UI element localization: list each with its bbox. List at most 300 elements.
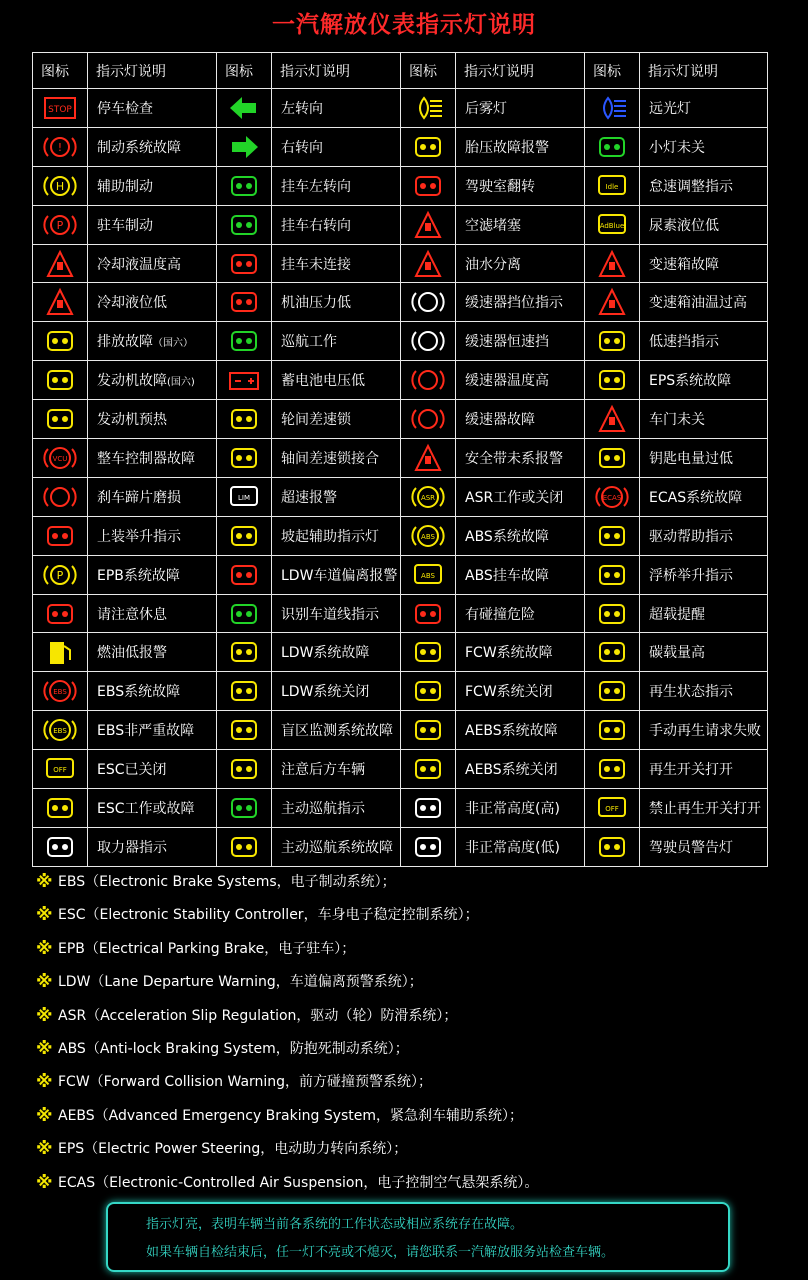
description-text: 驻车制动	[97, 217, 153, 234]
description-text: 驾驶员警告灯	[649, 839, 733, 856]
svg-text:OFF: OFF	[605, 804, 619, 813]
indicator-description	[456, 322, 585, 361]
indicator-description	[88, 827, 217, 866]
description-text: FCW系统关闭	[465, 684, 553, 701]
brake-warning-icon	[33, 127, 88, 166]
svg-text:P: P	[56, 218, 64, 232]
indicator-description	[640, 555, 768, 594]
description-text: EPS系统故障	[649, 373, 732, 390]
indicator-description	[640, 322, 768, 361]
cab-tilt-icon	[401, 166, 456, 205]
description-text: 低速挡指示	[649, 334, 719, 351]
header-description-column: 指示灯说明	[88, 53, 217, 89]
abbreviation-note	[36, 1104, 523, 1128]
regeneration-icon	[585, 672, 640, 711]
description-text: 驾驶室翻转	[465, 178, 535, 195]
note-marker-icon: ※	[36, 872, 53, 892]
description-text: 怠速调整指示	[649, 178, 733, 195]
description-text: 燃油低报警	[97, 645, 167, 662]
indicator-description	[272, 750, 401, 789]
pto-icon	[33, 827, 88, 866]
esc-active-icon	[33, 789, 88, 828]
table-row	[33, 711, 768, 750]
indicator-description	[456, 711, 585, 750]
description-text: 非正常高度(高)	[465, 800, 560, 817]
coolant-temp-icon	[33, 244, 88, 283]
indicator-description	[640, 516, 768, 555]
note-text: EPB（Electrical Parking Brake，电子驻车）；	[58, 940, 356, 957]
auxiliary-brake-icon	[33, 166, 88, 205]
indicator-description	[456, 516, 585, 555]
table-row	[33, 127, 768, 166]
indicator-description	[88, 789, 217, 828]
indicator-description	[88, 594, 217, 633]
note-text: ABS（Anti-lock Braking System，防抱死制动系统）；	[58, 1041, 409, 1057]
header-icon-column: 图标	[217, 53, 272, 89]
abbreviation-note	[36, 1070, 432, 1094]
table-row	[33, 633, 768, 672]
indicator-description	[640, 477, 768, 516]
high-beam-icon	[585, 89, 640, 128]
note-text: ASR（Acceleration Slip Regulation，驱动（轮）防滑系统）；	[58, 1007, 458, 1024]
collision-risk-icon	[401, 594, 456, 633]
header-icon-column: 图标	[33, 53, 88, 89]
wheel-diff-lock-icon	[217, 400, 272, 439]
indicator-description	[456, 789, 585, 828]
indicator-description	[88, 555, 217, 594]
svg-text:EBS: EBS	[53, 688, 67, 697]
description-text: 再生状态指示	[649, 684, 733, 701]
indicator-description	[640, 789, 768, 828]
indicator-description	[272, 633, 401, 672]
abnormal-height-low-icon	[401, 827, 456, 866]
indicator-description	[640, 711, 768, 750]
indicator-description	[456, 166, 585, 205]
air-filter-icon	[401, 205, 456, 244]
table-row	[33, 400, 768, 439]
retarder-constant-speed-icon	[401, 322, 456, 361]
indicator-description	[272, 516, 401, 555]
acc-active-icon	[217, 789, 272, 828]
note-marker-icon: ※	[36, 938, 53, 959]
regen-inhibit-icon	[585, 789, 640, 828]
svg-text:VCU: VCU	[52, 454, 68, 463]
indicator-description	[456, 672, 585, 711]
description-text: 变速箱故障	[649, 256, 719, 273]
indicator-description	[640, 439, 768, 478]
key-battery-icon	[585, 439, 640, 478]
description-text: 冷却液位低	[97, 295, 167, 312]
description-text: 上装举升指示	[97, 528, 181, 545]
indicator-description	[640, 166, 768, 205]
description-text: 冷却液温度高	[97, 256, 181, 273]
description-text: AEBS系统故障	[465, 723, 558, 740]
description-text: 请注意休息	[97, 606, 167, 623]
aebs-off-icon	[401, 750, 456, 789]
description-text: LDW车道偏离报警	[281, 567, 398, 584]
svg-text:STOP: STOP	[48, 104, 72, 115]
description-text: 轴间差速锁接合	[281, 450, 379, 467]
coolant-level-icon	[33, 283, 88, 322]
trailer-disconnected-icon	[217, 244, 272, 283]
body-lift-icon	[33, 516, 88, 555]
description-text: ABS挂车故障	[465, 567, 549, 584]
right-arrow-icon	[217, 127, 272, 166]
table-row	[33, 594, 768, 633]
header-icon-column: 图标	[401, 53, 456, 89]
indicator-description	[272, 244, 401, 283]
speed-limit-icon	[217, 477, 272, 516]
table-row	[33, 205, 768, 244]
table-row	[33, 789, 768, 828]
table-row	[33, 477, 768, 516]
note-text: AEBS（Advanced Emergency Braking System，紧急刹车辅助系统）；	[58, 1107, 524, 1124]
note-marker-icon: ※	[36, 972, 53, 993]
tire-pressure-icon	[401, 127, 456, 166]
retarder-fault-icon	[401, 400, 456, 439]
indicator-description	[272, 205, 401, 244]
indicator-description	[88, 711, 217, 750]
vcu-fault-icon	[33, 439, 88, 478]
description-text: 发动机预热	[97, 412, 167, 429]
description-text: 挂车左转向	[281, 178, 351, 195]
svg-text:P: P	[56, 568, 64, 582]
indicator-table	[32, 52, 768, 867]
ldw-off-icon	[217, 672, 272, 711]
asr-icon	[401, 477, 456, 516]
cruise-icon	[217, 322, 272, 361]
description-text: 非正常高度(低)	[465, 839, 560, 856]
description-text: 巡航工作	[281, 334, 337, 351]
description-text: 手动再生请求失败	[649, 723, 761, 740]
description-text: ECAS系统故障	[649, 489, 743, 506]
description-text: 后雾灯	[465, 100, 507, 117]
abnormal-height-high-icon	[401, 789, 456, 828]
eps-fault-icon	[585, 361, 640, 400]
indicator-description	[88, 400, 217, 439]
description-text: 小灯未关	[649, 139, 705, 156]
description-text: FCW系统故障	[465, 645, 553, 662]
note-marker-icon: ※	[36, 905, 53, 926]
blind-spot-fault-icon	[217, 711, 272, 750]
emission-fault-icon	[33, 322, 88, 361]
drive-assist-icon	[585, 516, 640, 555]
indicator-description	[272, 711, 401, 750]
abbreviation-note	[36, 1037, 409, 1061]
indicator-description	[640, 672, 768, 711]
ldw-fault-icon	[217, 633, 272, 672]
abbreviation-note	[36, 937, 355, 961]
indicator-description	[88, 166, 217, 205]
description-text: 安全带未系报警	[465, 450, 563, 467]
retarder-position-icon	[401, 283, 456, 322]
aebs-fault-icon	[401, 711, 456, 750]
indicator-description	[640, 400, 768, 439]
description-text: 驱动帮助指示	[649, 528, 733, 545]
description-text: 再生开关打开	[649, 762, 733, 779]
indicator-description	[88, 750, 217, 789]
abbreviation-note	[36, 1004, 457, 1028]
svg-text:OFF: OFF	[53, 766, 67, 775]
water-in-fuel-icon	[401, 244, 456, 283]
indicator-description	[88, 89, 217, 128]
description-text: 右转向	[281, 139, 323, 156]
note-text: EBS（Electronic Brake Systems，电子制动系统）；	[58, 874, 396, 890]
parking-brake-icon	[33, 205, 88, 244]
description-text: 车门未关	[649, 412, 705, 429]
description-text: 制动系统故障	[97, 139, 181, 156]
indicator-description	[640, 594, 768, 633]
description-text: ESC已关闭	[97, 762, 167, 779]
indicator-description	[88, 439, 217, 478]
description-text: 变速箱油温过高	[649, 295, 747, 312]
svg-text:Idle: Idle	[605, 182, 619, 191]
indicator-description	[640, 827, 768, 866]
oil-pressure-icon	[217, 283, 272, 322]
page-title: 一汽解放仪表指示灯说明	[272, 12, 536, 38]
indicator-description	[272, 400, 401, 439]
brake-pad-wear-icon	[33, 477, 88, 516]
svg-text:ASR: ASR	[420, 493, 436, 502]
note-text: EPS（Electric Power Steering，电动助力转向系统）；	[58, 1141, 408, 1158]
description-text: 发动机故障	[97, 373, 167, 390]
svg-text:EBS: EBS	[53, 727, 67, 736]
indicator-description	[456, 361, 585, 400]
table-row	[33, 555, 768, 594]
indicator-description	[640, 205, 768, 244]
indicator-description	[88, 477, 217, 516]
description-text: 蓄电池电压低	[281, 373, 365, 390]
table-header-row	[33, 53, 768, 89]
abs-fault-icon	[401, 516, 456, 555]
abbreviation-note	[36, 970, 423, 994]
hill-assist-icon	[217, 516, 272, 555]
manual-regen-fail-icon	[585, 711, 640, 750]
fcw-off-icon	[401, 672, 456, 711]
indicator-description	[88, 361, 217, 400]
description-text: 碳载量高	[649, 645, 705, 662]
footer-notice	[106, 1202, 730, 1272]
indicator-description	[456, 283, 585, 322]
description-text: EBS系统故障	[97, 684, 181, 701]
description-text: EPB系统故障	[97, 567, 180, 584]
description-note: (国六)	[167, 377, 195, 389]
axle-diff-lock-icon	[217, 439, 272, 478]
note-text: ESC（Electronic Stability Controller，车身电子稳定控制系统）；	[58, 907, 479, 924]
indicator-description	[456, 89, 585, 128]
svg-text:LIM: LIM	[237, 493, 251, 502]
indicator-description	[456, 633, 585, 672]
description-text: ESC工作或故障	[97, 800, 195, 817]
indicator-description	[456, 594, 585, 633]
seatbelt-icon	[401, 439, 456, 478]
indicator-description	[272, 283, 401, 322]
position-light-icon	[585, 127, 640, 166]
indicator-description	[272, 594, 401, 633]
description-text: 超载提醒	[649, 606, 705, 623]
description-text: AEBS系统关闭	[465, 762, 558, 779]
description-text: 钥匙电量过低	[649, 450, 733, 467]
description-text: 识别车道线指示	[281, 606, 379, 623]
description-text: LDW系统关闭	[281, 684, 370, 701]
indicator-description	[456, 244, 585, 283]
indicator-description	[640, 750, 768, 789]
indicator-description	[456, 750, 585, 789]
indicator-description	[272, 789, 401, 828]
table-row	[33, 361, 768, 400]
indicator-description	[456, 555, 585, 594]
description-text: 缓速器温度高	[465, 373, 549, 390]
adblue-icon	[585, 205, 640, 244]
description-text: 禁止再生开关打开	[649, 800, 761, 817]
description-text: 远光灯	[649, 100, 691, 117]
indicator-description	[456, 439, 585, 478]
svg-text:ECAS: ECAS	[602, 493, 622, 502]
regen-switch-on-icon	[585, 750, 640, 789]
low-gear-icon	[585, 322, 640, 361]
transmission-oil-temp-icon	[585, 283, 640, 322]
indicator-description	[640, 283, 768, 322]
ldw-alarm-icon	[217, 555, 272, 594]
fcw-fault-icon	[401, 633, 456, 672]
indicator-description	[640, 361, 768, 400]
description-text: ASR工作或关闭	[465, 489, 564, 506]
abbreviation-note	[36, 870, 396, 894]
rear-fog-icon	[401, 89, 456, 128]
abbreviation-note	[36, 1137, 407, 1161]
indicator-description	[88, 672, 217, 711]
note-marker-icon: ※	[36, 1005, 53, 1026]
indicator-description	[272, 127, 401, 166]
table-row	[33, 89, 768, 128]
description-text: 主动巡航系统故障	[281, 839, 393, 856]
footer-line-1: 指示灯亮，表明车辆当前各系统的工作状态或相应系统存在故障。	[146, 1217, 524, 1232]
description-text: 刹车蹄片磨损	[97, 489, 181, 506]
indicator-description	[272, 672, 401, 711]
svg-text:AdBlue: AdBlue	[599, 221, 625, 230]
indicator-description	[272, 827, 401, 866]
description-text: 浮桥举升指示	[649, 567, 733, 584]
svg-text:!: !	[57, 140, 63, 154]
indicator-description	[640, 633, 768, 672]
note-marker-icon: ※	[36, 1139, 53, 1160]
indicator-description	[272, 89, 401, 128]
note-text: ECAS（Electronic-Controlled Air Suspension，电子控制空气悬架系统）。	[58, 1174, 539, 1191]
indicator-description	[272, 361, 401, 400]
indicator-description	[88, 516, 217, 555]
description-text: 左转向	[281, 100, 323, 117]
indicator-description	[640, 89, 768, 128]
table-row	[33, 283, 768, 322]
indicator-description	[272, 477, 401, 516]
indicator-description	[88, 244, 217, 283]
rear-vehicle-icon	[217, 750, 272, 789]
soot-high-icon	[585, 633, 640, 672]
svg-text:ABS: ABS	[421, 532, 435, 541]
table-row	[33, 827, 768, 866]
transmission-fault-icon	[585, 244, 640, 283]
stop-icon	[33, 89, 88, 128]
description-text: 停车检查	[97, 100, 153, 117]
header-icon-column: 图标	[585, 53, 640, 89]
header-description-column: 指示灯说明	[272, 53, 401, 89]
table-row	[33, 244, 768, 283]
header-description-column: 指示灯说明	[456, 53, 585, 89]
epb-fault-icon	[33, 555, 88, 594]
indicator-description	[456, 127, 585, 166]
description-note: （国六）	[153, 338, 193, 350]
note-text: LDW（Lane Departure Warning，车道偏离预警系统）；	[58, 974, 423, 991]
abbreviation-note	[36, 1171, 538, 1195]
indicator-description	[272, 555, 401, 594]
description-text: 挂车右转向	[281, 217, 351, 234]
description-text: 坡起辅助指示灯	[281, 528, 379, 545]
trailer-left-icon	[217, 166, 272, 205]
description-text: 取力器指示	[97, 839, 167, 856]
description-text: 缓速器恒速挡	[465, 334, 549, 351]
footer-line-2: 如果车辆自检结束后，任一灯不亮或不熄灭，请您联系一汽解放服务站检查车辆。	[146, 1245, 615, 1260]
retarder-temp-icon	[401, 361, 456, 400]
svg-text:ABS: ABS	[421, 571, 435, 580]
description-text: LDW系统故障	[281, 645, 370, 662]
description-text: 辅助制动	[97, 178, 153, 195]
header-description-column: 指示灯说明	[640, 53, 768, 89]
note-marker-icon: ※	[36, 1072, 53, 1093]
table-row	[33, 166, 768, 205]
ebs-minor-fault-icon	[33, 711, 88, 750]
indicator-description	[272, 166, 401, 205]
ecas-icon	[585, 477, 640, 516]
description-text: 油水分离	[465, 256, 521, 273]
description-text: 主动巡航指示	[281, 800, 365, 817]
description-text: 胎压故障报警	[465, 139, 549, 156]
description-text: 缓速器故障	[465, 412, 535, 429]
description-text: 挂车未连接	[281, 256, 351, 273]
low-fuel-icon	[33, 633, 88, 672]
description-text: 超速报警	[281, 489, 337, 506]
note-marker-icon: ※	[36, 1105, 53, 1126]
indicator-description	[640, 244, 768, 283]
indicator-description	[456, 827, 585, 866]
table-row	[33, 322, 768, 361]
overload-icon	[585, 594, 640, 633]
left-arrow-icon	[217, 89, 272, 128]
ebs-fault-icon	[33, 672, 88, 711]
indicator-description	[88, 633, 217, 672]
indicator-description	[456, 477, 585, 516]
description-text: 尿素液位低	[649, 217, 719, 234]
description-text: 轮间差速锁	[281, 412, 351, 429]
description-text: EBS非严重故障	[97, 723, 195, 740]
esc-off-icon	[33, 750, 88, 789]
description-text: 注意后方车辆	[281, 762, 365, 779]
indicator-description	[456, 205, 585, 244]
indicator-description	[640, 127, 768, 166]
description-text: 盲区监测系统故障	[281, 723, 393, 740]
float-lift-icon	[585, 555, 640, 594]
description-text: 排放故障	[97, 334, 153, 351]
indicator-description	[88, 127, 217, 166]
battery-icon	[217, 361, 272, 400]
note-marker-icon: ※	[36, 1039, 53, 1059]
table-row	[33, 672, 768, 711]
indicator-description	[272, 439, 401, 478]
driver-warning-icon	[585, 827, 640, 866]
indicator-description	[456, 400, 585, 439]
indicator-description	[88, 322, 217, 361]
indicator-description	[88, 283, 217, 322]
indicator-description	[88, 205, 217, 244]
